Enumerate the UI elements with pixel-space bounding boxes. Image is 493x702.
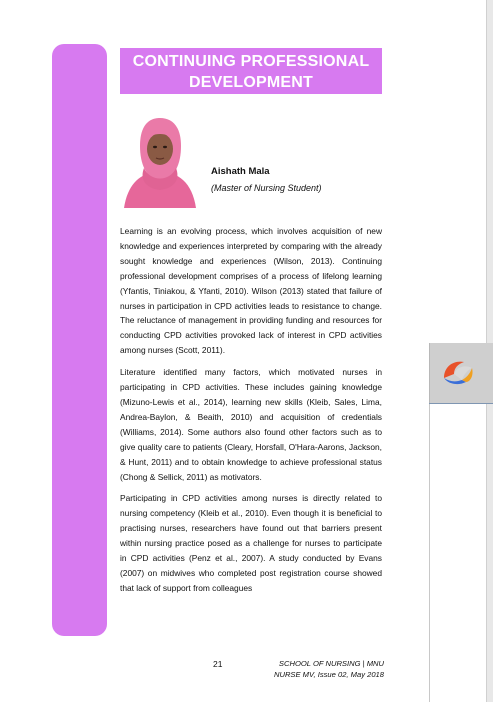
side-panel-edge <box>429 404 430 702</box>
article-body <box>120 224 382 603</box>
publication-line-1: SCHOOL OF NURSING | MNU <box>278 659 384 668</box>
page-number: 21 <box>213 659 223 669</box>
side-panel-divider <box>429 403 493 404</box>
paragraph: Learning is an evolving process, which involves acquisition of new knowledge and experiences interpreted by comparing with the already sought knowledge and experiences (Wilson, 2013). Continuing professional development comprises of a process of lifelong learning (Yfantis, Tiniakou, & Yfanti, 2010). Wilson (2013) stated that failure of nurses in participation in CPD activities leads to resistance to change. The reluctance of management in providing funding and resources for conducting CPD activities provoked lack of interest in CPD activities among nurses (Scott, 2011). <box>120 226 382 356</box>
title-line-2: DEVELOPMENT <box>189 74 313 91</box>
article-title <box>120 48 382 94</box>
title-line-1: CONTINUING PROFESSIONAL <box>132 53 370 70</box>
author-role: (Master of Nursing Student) <box>211 183 322 193</box>
accent-bar <box>52 44 107 636</box>
publication-info <box>262 658 384 680</box>
app-logo-icon[interactable] <box>438 352 478 392</box>
author-photo <box>120 112 200 208</box>
paragraph: Literature identified many factors, which motivated nurses in participating in CPD activities. These includes gaining knowledge (Mizuno-Lewis et al., 2014), learning new skills (Kleib, Sales, Lima, Andrea-Baylon, & Beaith, 2010) and acquisition of credentials (Williams, 2014). Some authors also found other factors such as to give quality care to patients (Cleary, Horsfall, O'Hara-Aarons, Jackson, & Hunt, 2011) and to obtain knowledge to achieve professional status (Chong & Sellick, 2011) as motivators. <box>120 367 382 482</box>
publication-line-2: NURSE MV, Issue 02, May 2018 <box>273 670 384 679</box>
paragraph: Participating in CPD activities among nurses is directly related to nursing competency (Kleib et al., 2010). Even though it is beneficial to practising nurses, researchers have found out that barriers present within nursing practice posed as a challenge for nurses to participate in CPD activities (Penz et al., 2007). A study conducted by Evans (2007) on midwives who completed post registration course showed that lack of support from colleagues <box>120 493 382 593</box>
author-name: Aishath Mala <box>211 166 270 177</box>
